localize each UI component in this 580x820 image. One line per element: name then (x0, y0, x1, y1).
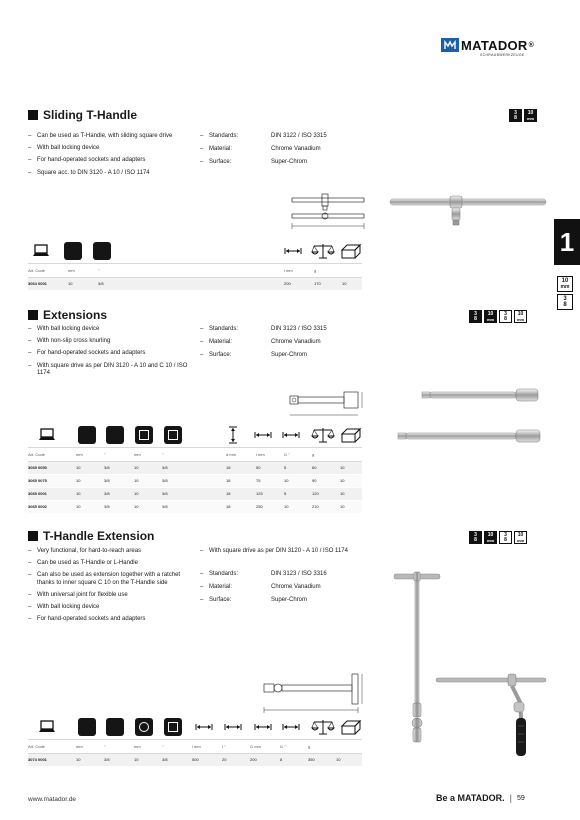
table-cell: 10 (76, 500, 104, 513)
weight-scale-icon (311, 242, 335, 260)
table-cell: 3/8 (104, 461, 134, 474)
table-cell: 10 (68, 277, 98, 290)
art-code-cell: 3065 0001 (28, 487, 76, 500)
table-cell: 10 (134, 753, 162, 766)
table-row (28, 277, 362, 290)
feature-item: – For hand-operated sockets and adapters (28, 350, 188, 357)
table-header-row (28, 740, 362, 753)
spec-row (200, 159, 327, 172)
table-cell: 10 (336, 753, 362, 766)
spec-list (200, 571, 327, 610)
table-cell: 250 (256, 500, 284, 513)
table-cell: 18 (226, 500, 256, 513)
drive-badge-3-8 (509, 109, 522, 122)
extension-photo-long (396, 428, 542, 444)
table-cell: 18 (226, 474, 256, 487)
table-cell: 3/8 (162, 753, 192, 766)
badge-bottom: mm (526, 115, 535, 121)
table-header-row (28, 264, 362, 277)
badge-top: 3 (504, 310, 507, 317)
column-header: l " (222, 740, 250, 753)
side-badge-bottom: 8 (563, 302, 567, 308)
spec-value: Chrome Vanadium (271, 584, 321, 590)
package-box-icon (340, 718, 362, 736)
drive-badge-3-8 (469, 310, 482, 323)
spec-value: DIN 3122 / ISO 3315 (271, 133, 327, 139)
feature-item: – With ball locking device (28, 326, 188, 333)
section-title-text: Extensions (43, 308, 108, 322)
drive-badge-3-8 (469, 531, 482, 544)
weight-scale-icon (311, 718, 335, 736)
inner-square-icon (135, 426, 153, 444)
art-code-cell: 3065 0075 (28, 474, 76, 487)
column-header: mm (134, 448, 162, 461)
side-badge-top: 10 (561, 278, 569, 284)
square-drive-icon (78, 718, 96, 736)
square-drive-inch-icon (106, 718, 124, 736)
table-cell: 10 (76, 474, 104, 487)
column-header: mm (134, 740, 162, 753)
spec-list (200, 326, 327, 365)
table-cell: 50 (256, 461, 284, 474)
table-cell: 10 (76, 487, 104, 500)
column-header: " (98, 264, 284, 277)
article-table (28, 448, 362, 514)
column-header: g (314, 264, 342, 277)
brand-reg: ® (528, 41, 535, 49)
column-header: l1 mm (250, 740, 280, 753)
square-drive-inch-icon (106, 426, 124, 444)
column-header: Art. Code (28, 740, 76, 753)
spec-row (200, 571, 327, 584)
feature-item: – With square drive as per DIN 3120 - A 10 and C 10 / ISO 1174 (28, 363, 188, 377)
section-title-sliding-t-handle (28, 108, 137, 122)
square-drive-icon (64, 242, 82, 260)
table-cell: 10 (134, 487, 162, 500)
spec-list (200, 133, 327, 172)
column-header: l mm (284, 264, 314, 277)
footer-divider: | (509, 793, 513, 803)
feature-item: – With ball locking device (28, 145, 178, 152)
article-table (28, 740, 362, 767)
table-cell: 10 (342, 277, 362, 290)
column-header: g (312, 448, 340, 461)
spec-row (200, 133, 327, 146)
column-header: l mm (192, 740, 222, 753)
spec-value: DIN 3123 / ISO 3316 (271, 571, 327, 577)
table-cell: 5 (284, 461, 312, 474)
length-inch-arrow-icon (282, 426, 300, 444)
spec-row (200, 597, 327, 610)
table-cell: 10 (340, 500, 362, 513)
brand-mark-icon (441, 38, 459, 52)
badge-bottom: mm (486, 316, 495, 322)
table-cell: 18 (226, 487, 256, 500)
t-handle-extension-drawing (258, 672, 368, 716)
icon-bar (28, 716, 362, 740)
table-cell: 20 (222, 753, 250, 766)
package-box-icon (340, 242, 362, 260)
table-cell: 90 (312, 474, 340, 487)
table-row (28, 461, 362, 474)
length-arrow-icon (254, 426, 272, 444)
badge-top: 10 (517, 531, 524, 538)
length-arrow-icon (284, 242, 302, 260)
sliding-t-handle-photo (388, 193, 548, 227)
feature-item: – Can be used as T-Handle or L-Handle (28, 560, 188, 567)
extension-photo-short (420, 385, 540, 405)
inner-square-icon (135, 718, 153, 736)
icon-bar (28, 240, 362, 264)
table-cell: 120 (312, 487, 340, 500)
drive-badge-10mm (524, 109, 537, 122)
feature-item: – Very functional, for hard-to-reach areas (28, 548, 188, 555)
feature-item: – For hand-operated sockets and adapters (28, 157, 178, 164)
column-header: l mm (256, 448, 284, 461)
footer-slogan: Be a MATADOR. (436, 793, 505, 803)
weight-scale-icon (311, 426, 335, 444)
section-title-text: Sliding T-Handle (43, 108, 138, 122)
table-cell: 3/8 (162, 474, 226, 487)
badge-top: 3 (474, 531, 477, 538)
square-drive-icon (78, 426, 96, 444)
length1-inch-arrow-icon (282, 718, 300, 736)
laptop-icon (38, 426, 56, 444)
spec-key: – Surface: (200, 597, 271, 610)
table-cell: 10 (134, 500, 162, 513)
laptop-icon (32, 242, 50, 260)
table-row (28, 753, 362, 766)
badge-bottom: 8 (474, 536, 477, 543)
section-title-t-handle-extension (28, 529, 154, 543)
table-cell: 200 (250, 753, 280, 766)
table-row (28, 487, 362, 500)
brand-name: MATADOR (461, 37, 528, 53)
table-cell: 3/8 (104, 753, 134, 766)
feature-list (28, 326, 188, 382)
feature-item: – With non-slip cross knurling (28, 338, 188, 345)
sliding-t-handle-drawing (288, 188, 368, 232)
column-header: mm (68, 264, 98, 277)
table-cell: 10 (340, 487, 362, 500)
table-cell: 60 (312, 461, 340, 474)
drive-badge-10mm (484, 310, 497, 323)
spec-key: – Surface: (200, 352, 271, 365)
table-header-row (28, 448, 362, 461)
art-code-cell: 3074 0001 (28, 753, 76, 766)
spec-row (200, 339, 327, 352)
column-header: " (104, 448, 134, 461)
feature-list-extra (200, 548, 360, 560)
badge-top: 10 (517, 310, 524, 317)
spec-row (200, 326, 327, 339)
length1-arrow-icon (254, 718, 272, 736)
length-inch-arrow-icon (224, 718, 242, 736)
spec-key: – Material: (200, 584, 271, 597)
table-cell: 3/8 (104, 500, 134, 513)
package-box-icon (340, 426, 362, 444)
art-code-cell: 3065 0050 (28, 461, 76, 474)
feature-item: – For hand-operated sockets and adapters (28, 616, 188, 623)
spec-key: – Standards: (200, 326, 271, 339)
drive-badge-10mm (484, 531, 497, 544)
spec-key: – Standards: (200, 571, 271, 584)
side-badge-10mm (557, 276, 573, 292)
column-header: " (162, 740, 192, 753)
side-badge-top: 3 (563, 296, 567, 302)
table-cell: 3/8 (98, 277, 284, 290)
ratchet-combination-photo (434, 672, 552, 762)
table-cell: 350 (308, 753, 336, 766)
table-cell: 170 (314, 277, 342, 290)
feature-item: – Can be used as T-Handle, with sliding square drive (28, 133, 178, 140)
table-cell: 3/8 (162, 487, 226, 500)
section-title-text: T-Handle Extension (43, 529, 155, 543)
table-cell: 10 (76, 753, 104, 766)
article-table (28, 264, 362, 291)
section-badges (509, 109, 537, 122)
section-square-icon (28, 310, 38, 320)
spec-value: Chrome Vanadium (271, 146, 321, 152)
feature-item: – With square drive as per DIN 3120 - A 10 / ISO 1174 (200, 548, 360, 555)
square-drive-inch-icon (93, 242, 111, 260)
badge-top: 3 (514, 109, 517, 116)
drive-badge-3-8-inner (499, 531, 512, 544)
badge-top: 3 (474, 310, 477, 317)
icon-bar (28, 424, 362, 448)
column-header: mm (76, 448, 104, 461)
spec-key: – Standards: (200, 133, 271, 146)
art-code-cell: 3064 0001 (28, 277, 68, 290)
table-cell: 3/8 (162, 461, 226, 474)
table-cell: 10 (134, 461, 162, 474)
column-header: l1 " (280, 740, 308, 753)
column-header: " (104, 740, 134, 753)
table-cell: 10 (134, 474, 162, 487)
badge-bottom: mm (516, 537, 525, 543)
table-cell: 3/8 (162, 500, 226, 513)
badge-bottom: 8 (504, 536, 507, 543)
spec-row (200, 146, 327, 159)
badge-top: 3 (504, 531, 507, 538)
table-row (28, 500, 362, 513)
spec-key: – Material: (200, 146, 271, 159)
laptop-icon (38, 718, 56, 736)
table-cell: 125 (256, 487, 284, 500)
table-cell: 10 (340, 461, 362, 474)
drive-badge-3-8-inner (499, 310, 512, 323)
page-number: 59 (517, 794, 525, 802)
column-header: d mm (226, 448, 256, 461)
table-cell: 10 (284, 474, 312, 487)
feature-item: – Square acc. to DIN 3120 - A 10 / ISO 1174 (28, 170, 178, 177)
table-cell: 8 (280, 753, 308, 766)
feature-list (28, 548, 188, 628)
inner-square-inch-icon (164, 426, 182, 444)
spec-value: DIN 3123 / ISO 3315 (271, 326, 327, 332)
table-cell: 210 (312, 500, 340, 513)
column-header: l1 " (284, 448, 312, 461)
feature-list (28, 133, 178, 182)
table-cell: 500 (192, 753, 222, 766)
column-header (340, 448, 362, 461)
section-badges (469, 531, 527, 544)
table-cell: 10 (76, 461, 104, 474)
table-row (28, 474, 362, 487)
diameter-arrow-icon (224, 426, 242, 444)
footer-slogan-block (436, 793, 525, 803)
badge-top: 10 (527, 109, 534, 116)
column-header (336, 740, 362, 753)
drive-badge-10mm-inner (514, 310, 527, 323)
table-cell: 75 (256, 474, 284, 487)
section-square-icon (28, 531, 38, 541)
side-badge-3-8 (557, 294, 573, 310)
badge-bottom: 8 (514, 114, 517, 121)
table-cell: 200 (284, 277, 314, 290)
table-cell: 5 (284, 487, 312, 500)
table-cell: 3/8 (104, 487, 134, 500)
table-cell: 10 (340, 474, 362, 487)
column-header: " (162, 448, 226, 461)
brand-tagline: SCHRAUBWERKZEUGE (480, 53, 525, 57)
spec-value: Chrome Vanadium (271, 339, 321, 345)
badge-bottom: mm (516, 316, 525, 322)
column-header: Art. Code (28, 264, 68, 277)
section-badges (469, 310, 527, 323)
badge-bottom: mm (486, 537, 495, 543)
feature-item: – Can also be used as extension together with a ratchet thanks to inner square C 10 on the T-Handle side (28, 572, 188, 586)
spec-value: Super-Chrom (271, 159, 308, 165)
table-cell: 3/8 (104, 474, 134, 487)
spec-row (200, 584, 327, 597)
column-header: g (308, 740, 336, 753)
spec-key: – Surface: (200, 159, 271, 172)
table-cell: 10 (284, 500, 312, 513)
table-cell: 18 (226, 461, 256, 474)
column-header: Art. Code (28, 448, 76, 461)
badge-bottom: 8 (474, 315, 477, 322)
spec-value: Super-Chrom (271, 352, 308, 358)
drive-badge-10mm-inner (514, 531, 527, 544)
extension-drawing (286, 384, 366, 420)
badge-bottom: 8 (504, 315, 507, 322)
footer-url[interactable]: www.matador.de (28, 796, 77, 803)
spec-key: – Material: (200, 339, 271, 352)
spec-row (200, 352, 327, 365)
feature-item: – With ball locking device (28, 604, 188, 611)
column-header: mm (76, 740, 104, 753)
length-arrow-icon (195, 718, 213, 736)
column-header (342, 264, 362, 277)
section-title-extensions (28, 308, 107, 322)
side-badge-bottom: mm (560, 284, 570, 290)
chapter-tab: 1 (554, 219, 580, 265)
art-code-cell: 3065 0002 (28, 500, 76, 513)
badge-top: 10 (487, 531, 494, 538)
section-square-icon (28, 110, 38, 120)
feature-item: – With universal joint for flexible use (28, 592, 188, 599)
badge-top: 10 (487, 310, 494, 317)
inner-square-inch-icon (164, 718, 182, 736)
spec-value: Super-Chrom (271, 597, 308, 603)
brand-logo (441, 36, 534, 54)
